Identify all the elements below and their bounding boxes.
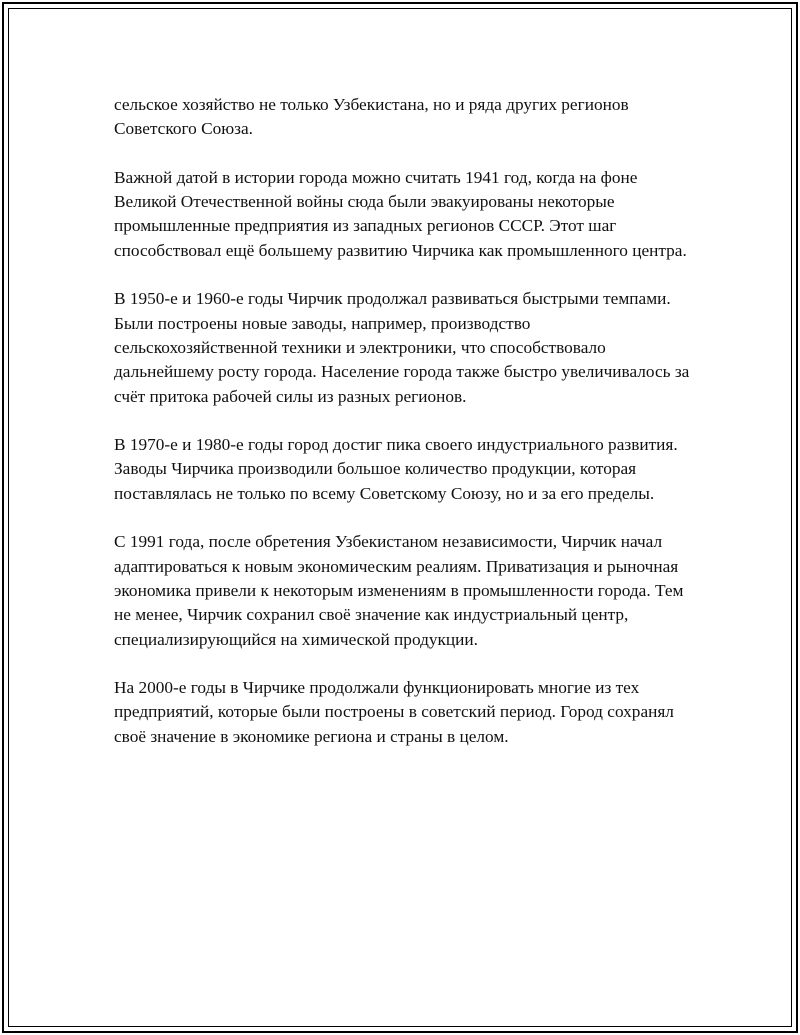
paragraph: сельское хозяйство не только Узбекистана, но и ряда других регионов Советского Союза.: [114, 95, 629, 139]
paragraph: С 1991 года, после обретения Узбекистаном независимости, Чирчик начал адаптироваться к новым экономическим реалиям. Приватизация и рыночная экономика привели к некоторым изменениям в промышленности города. Тем не менее, Чирчик сохранил своё значение как индустриальный центр, специализирующийся на химической продукции.: [114, 532, 684, 649]
paragraph: В 1950-е и 1960-е годы Чирчик продолжал развиваться быстрыми темпами. Были построены новые заводы, например, производство сельскохозяйственной техники и электроники, что способствовало дальнейшему росту города. Население города также быстро увеличивалось за счёт притока рабочей силы из разных регионов.: [114, 289, 690, 406]
document-body: [114, 93, 694, 773]
paragraph: Важной датой в истории города можно считать 1941 год, когда на фоне Великой Отечественной войны сюда были эвакуированы некоторые промышленные предприятия из западных регионов СССР. Этот шаг способствовал ещё большему развитию Чирчика как промышленного центра.: [114, 167, 687, 260]
paragraph: В 1970-е и 1980-е годы город достиг пика своего индустриального развития. Заводы Чирчика производили большое количество продукции, которая поставлялась не только по всему Советскому Союзу, но и за его пределы.: [114, 435, 678, 503]
paragraph: На 2000-е годы в Чирчике продолжали функционировать многие из тех предприятий, которые были построены в советский период. Город сохранял своё значение в экономике региона и страны в целом.: [114, 678, 674, 746]
